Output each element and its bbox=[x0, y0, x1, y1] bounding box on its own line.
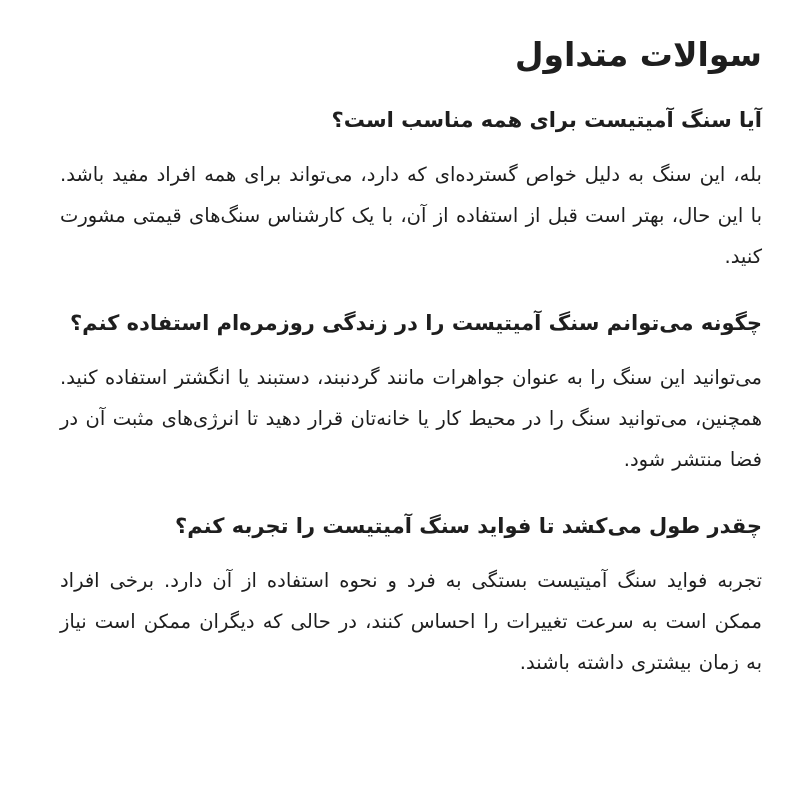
faq-question: چقدر طول می‌کشد تا فواید سنگ آمیتیست را تجربه کنم؟ bbox=[175, 514, 762, 538]
page-title: سوالات متداول bbox=[514, 35, 762, 74]
faq-question: چگونه می‌توانم سنگ آمیتیست را در زندگی روزمره‌ام استفاده کنم؟ bbox=[69, 311, 762, 335]
faq-item bbox=[60, 277, 762, 480]
faq-item bbox=[60, 82, 762, 277]
faq-item bbox=[60, 480, 762, 683]
faq-answer: تجربه فواید سنگ آمیتیست بستگی به فرد و نحوه استفاده از آن دارد. برخی افراد ممکن است به سرعت تغییرات را احساس کنند، در حالی که دیگران ممکن است نیاز به زمان بیشتری داشته باشند. bbox=[60, 569, 762, 674]
faq-answer: می‌توانید این سنگ را به عنوان جواهرات مانند گردنبند، دستبند یا انگشتر استفاده کنید. همچنین، می‌توانید سنگ را در محیط کار یا خانه‌تان قرار دهید تا انرژی‌های مثبت آن در فضا منتشر شود. bbox=[60, 366, 762, 471]
faq-answer: بله، این سنگ به دلیل خواص گسترده‌ای که دارد، می‌تواند برای همه افراد مفید باشد. با این حال، بهتر است قبل از استفاده از آن، با یک کارشناس سنگ‌های قیمتی مشورت کنید. bbox=[60, 163, 762, 268]
faq-question: آیا سنگ آمیتیست برای همه مناسب است؟ bbox=[331, 108, 762, 132]
